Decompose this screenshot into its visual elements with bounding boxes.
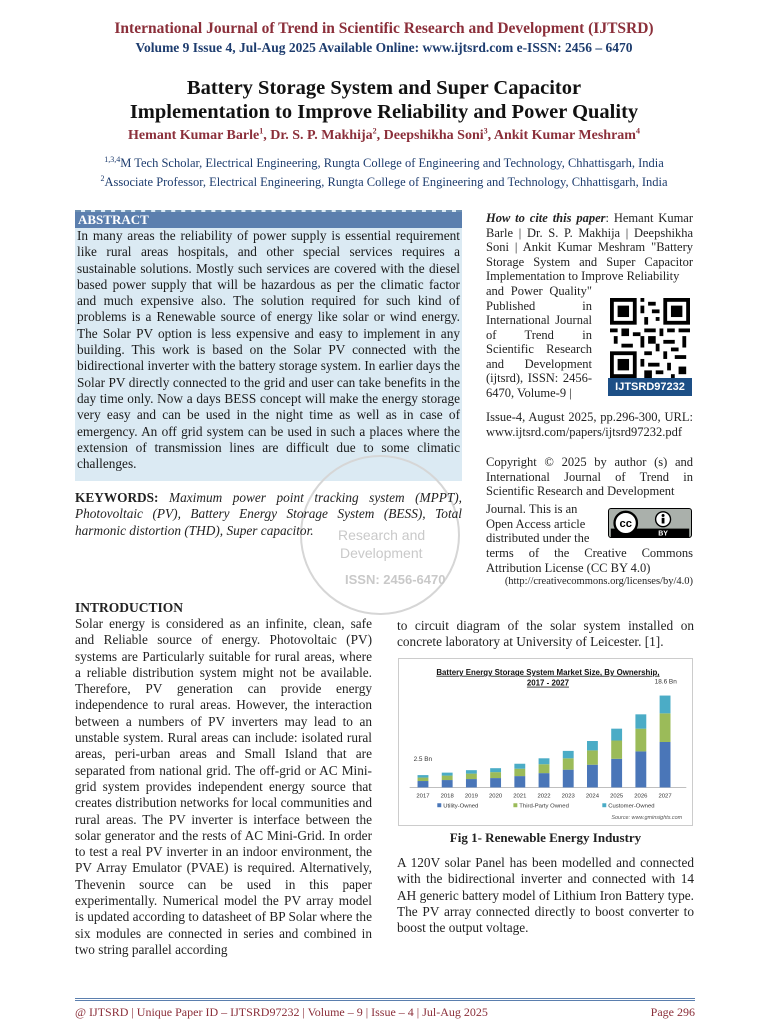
copyright-bottom: terms of the Creative Commons Attribution License (CC BY 4.0) [486, 546, 693, 575]
footer-info: @ IJTSRD | Unique Paper ID – IJTSRD97232 | Volume – 9 | Issue – 4 | Jul-Aug 2025 [75, 1005, 488, 1019]
affiliation-1 [0, 156, 768, 171]
author-sup: 4 [635, 126, 640, 136]
x-tick-label: 2023 [561, 793, 575, 800]
introduction-left-text: Solar energy is considered as an infinite, clean, safe and Reliable source of energy. Photovoltaic (PV) systems are Particularly suitable for rural areas, where a reliable distribution system might not be available. Therefore, PV generation can provide energy independence to rural areas. However, the interaction between a numbers of PV inverters may lead to an unstable system. Rural areas can include: isolated rural areas, peri-urban areas and Small Island that are separated from national grid. The off-grid or AC Mini-grid system provides independent energy source that creates distribution networks for local communities and rural areas. The PV inverter is interface between the solar generator and the rests of AC Mini-Grid. In order to test a real PV inverter in an indoor environment, the PV Array Emulator (PVAE) is required. Alternatively, Thevenin source can be used in this paper experimentally. Numerical model the PV array model is updated according to datasheet of BP Solar where the six modules are connected in series and combined in two string parallel according [75, 616, 372, 957]
introduction-right-text-2: A 120V solar Panel has been modelled and connected with the bidirectional inverter and connected with 14 AH generic battery model of Lithium Iron Battery type. The PV array connected directly to boost converter to boost the output voltage. [397, 855, 694, 936]
bar-customer-owned-2027 [660, 696, 671, 714]
x-tick-label: 2017 [416, 793, 430, 800]
x-tick-label: 2018 [440, 793, 454, 800]
bar-customer-owned-2017 [418, 775, 429, 777]
bar-third-party-owned-2019 [466, 774, 477, 779]
bar-utility-owned-2025 [611, 759, 622, 788]
author-sup: 2 [372, 126, 377, 136]
cite-label: How to cite this paper [486, 211, 606, 225]
copyright-left: Journal. This is an Open Access article distributed under the [486, 502, 590, 545]
paper-title-line2: Implementation to Improve Reliability and Power Quality [129, 101, 639, 123]
affiliation-sup: 2 [100, 173, 105, 183]
bar-third-party-owned-2021 [514, 769, 525, 776]
bar-utility-owned-2026 [635, 751, 646, 787]
x-tick-label: 2024 [585, 793, 600, 800]
journal-title: International Journal of Trend in Scientific Research and Development (IJTSRD) [114, 20, 654, 37]
x-tick-label: 2027 [658, 793, 672, 800]
x-tick-label: 2026 [634, 793, 648, 800]
bar-customer-owned-2021 [514, 764, 525, 769]
license-url[interactable]: (http://creativecommons.org/licenses/by/4.0) [504, 576, 693, 587]
bar-customer-owned-2023 [563, 751, 574, 758]
cite-bottom: Issue-4, August 2025, pp.296-300, URL: www.ijtsrd.com/papers/ijtsrd97232.pdf [486, 410, 693, 439]
bar-customer-owned-2026 [635, 714, 646, 728]
legend-label: Third-Party Owned [519, 803, 569, 810]
bar-utility-owned-2022 [539, 773, 550, 787]
bar-utility-owned-2024 [587, 765, 598, 788]
abstract-box [75, 210, 462, 481]
paper-title [40, 76, 728, 124]
bar-utility-owned-2018 [442, 780, 453, 787]
affiliation-2 [0, 175, 768, 190]
bar-customer-owned-2025 [611, 729, 622, 741]
bar-utility-owned-2021 [514, 776, 525, 787]
bar-third-party-owned-2026 [635, 729, 646, 752]
affiliation-text: Associate Professor, Electrical Engineering, Rungta College of Engineering and Technology, Chhattisgarh, India [104, 175, 668, 189]
cc-by-license-icon[interactable] [608, 508, 692, 538]
authors: Hemant Kumar Barle$^1$, Dr. S. P. Makhija$^2$, Deepshikha Soni$^3$, Ankit Kumar Meshram$^4$ [128, 126, 640, 143]
x-tick-label: 2020 [489, 793, 503, 800]
author-name: Hemant Kumar Barle [128, 128, 260, 143]
bar-customer-owned-2022 [539, 758, 550, 764]
bar-utility-owned-2023 [563, 770, 574, 788]
legend-label: Utility-Owned [443, 803, 479, 810]
watermark-text: Development [340, 545, 423, 561]
bar-customer-owned-2019 [466, 770, 477, 773]
author-name: Deepshikha Soni [383, 128, 484, 143]
legend-label: Customer-Owned [608, 803, 655, 810]
volume-line: Volume 9 Issue 4, Jul-Aug 2025 Available Online: www.ijtsrd.com e-ISSN: 2456 – 6470 [135, 40, 633, 55]
author-name: Ankit Kumar Meshram [493, 128, 636, 143]
author-sup: 1 [259, 126, 264, 136]
bar-third-party-owned-2027 [660, 713, 671, 742]
legend-swatch [602, 803, 606, 807]
bar-utility-owned-2027 [660, 742, 671, 787]
bar-utility-owned-2020 [490, 778, 501, 787]
qr-code-icon[interactable] [610, 298, 690, 378]
page-number: Page 296 [650, 1005, 695, 1019]
market-size-chart [398, 658, 693, 826]
watermark-issn: ISSN: 2456-6470 [345, 572, 446, 587]
watermark-text: Research and [338, 527, 426, 543]
affiliation-text: M Tech Scholar, Electrical Engineering, Rungta College of Engineering and Technology, Chhattisgarh, India [120, 156, 664, 170]
keywords [75, 490, 462, 539]
cc-mark-text: cc [619, 518, 632, 531]
abstract-heading: ABSTRACT [75, 212, 462, 228]
cite-left: and Power Quality" Published in International Journal of Trend in Scientific Research and Development (ijtsrd), ISSN: 2456-6470, Volume-9 | [486, 284, 592, 400]
bar-third-party-owned-2024 [587, 750, 598, 764]
bar-third-party-owned-2022 [539, 764, 550, 773]
bar-third-party-owned-2018 [442, 776, 453, 780]
introduction-right-text: to circuit diagram of the solar system installed on concrete laboratory at University of Leicester. [1]. [397, 618, 694, 650]
x-tick-label: 2022 [537, 793, 551, 800]
chart-title-line1: Battery Energy Storage System Market Size, By Ownership, [436, 667, 660, 677]
author-name: Dr. S. P. Makhija [270, 128, 373, 143]
chart-title-line2: 2017 - 2027 [526, 678, 570, 688]
introduction-heading: INTRODUCTION [75, 600, 184, 615]
chart-annotation-end: 18.6 Bn [654, 678, 677, 686]
bar-customer-owned-2024 [587, 741, 598, 750]
abstract-text: In many areas the reliability of power supply is essential requirement like rural areas hospitals, and other special services requires a sustainable solutions. Mostly such services are covered with the diesel based power supply that will be hazardous as per the climatic factor and much expensive also. The solution required for such kind of problems is a Renewable source of energy like solar or wind energy. The Solar PV option is less expensive and easy to implement in any building. This work is based on the Solar PV connected with the bidirectional inverter with the battery storage system. In earlier days the Solar PV directly connected to the grid and user can take benefits in the day time only. Now a days BESS concept will make the energy storage very easy and can be used in the night time as well as in case of emergency. An off grid system can be used in such a places where the extension of transmission lines are difficult due to some climatic challenges. [77, 228, 460, 472]
qr-label: IJTSRD97232 [608, 378, 692, 396]
cite-top [486, 211, 693, 284]
footer [75, 998, 695, 1019]
cite-text: : Hemant Kumar Barle | Dr. S. P. Makhija | Deepshikha Soni | Ankit Kumar Meshram "Battery Storage System and Super Capacitor Implementation to Improve Reliability [486, 211, 693, 283]
bar-utility-owned-2017 [418, 781, 429, 787]
paper-title-line1: Battery Storage System and Super Capacitor [186, 77, 582, 99]
legend-swatch [437, 803, 441, 807]
bar-third-party-owned-2025 [611, 741, 622, 759]
author-sup: 3 [483, 126, 488, 136]
legend-swatch [513, 803, 517, 807]
bar-third-party-owned-2023 [563, 758, 574, 769]
copyright-top: Copyright © 2025 by author (s) and International Journal of Trend in Scientific Research and Development [486, 455, 693, 498]
bar-third-party-owned-2017 [418, 778, 429, 781]
x-tick-label: 2019 [464, 793, 478, 800]
chart-annotation-start: 2.5 Bn [413, 755, 433, 763]
by-mark-text: BY [658, 530, 668, 538]
bar-third-party-owned-2020 [490, 772, 501, 778]
x-tick-label: 2025 [610, 793, 624, 800]
bar-utility-owned-2019 [466, 779, 477, 787]
x-tick-label: 2021 [513, 793, 527, 800]
chart-source: Source: www.gminsights.com [611, 815, 683, 822]
keywords-label: KEYWORDS: [75, 490, 159, 505]
bar-customer-owned-2020 [490, 768, 501, 772]
bar-customer-owned-2018 [442, 773, 453, 776]
keywords-text: Maximum power point tracking system (MPPT), Photovoltaic (PV), Battery Energy Storage System (BESS), Total harmonic distortion (THD), Super capacitor. [75, 490, 463, 538]
figure-caption: Fig 1- Renewable Energy Industry [449, 830, 642, 845]
affiliation-sup: 1,3,4 [104, 154, 121, 164]
